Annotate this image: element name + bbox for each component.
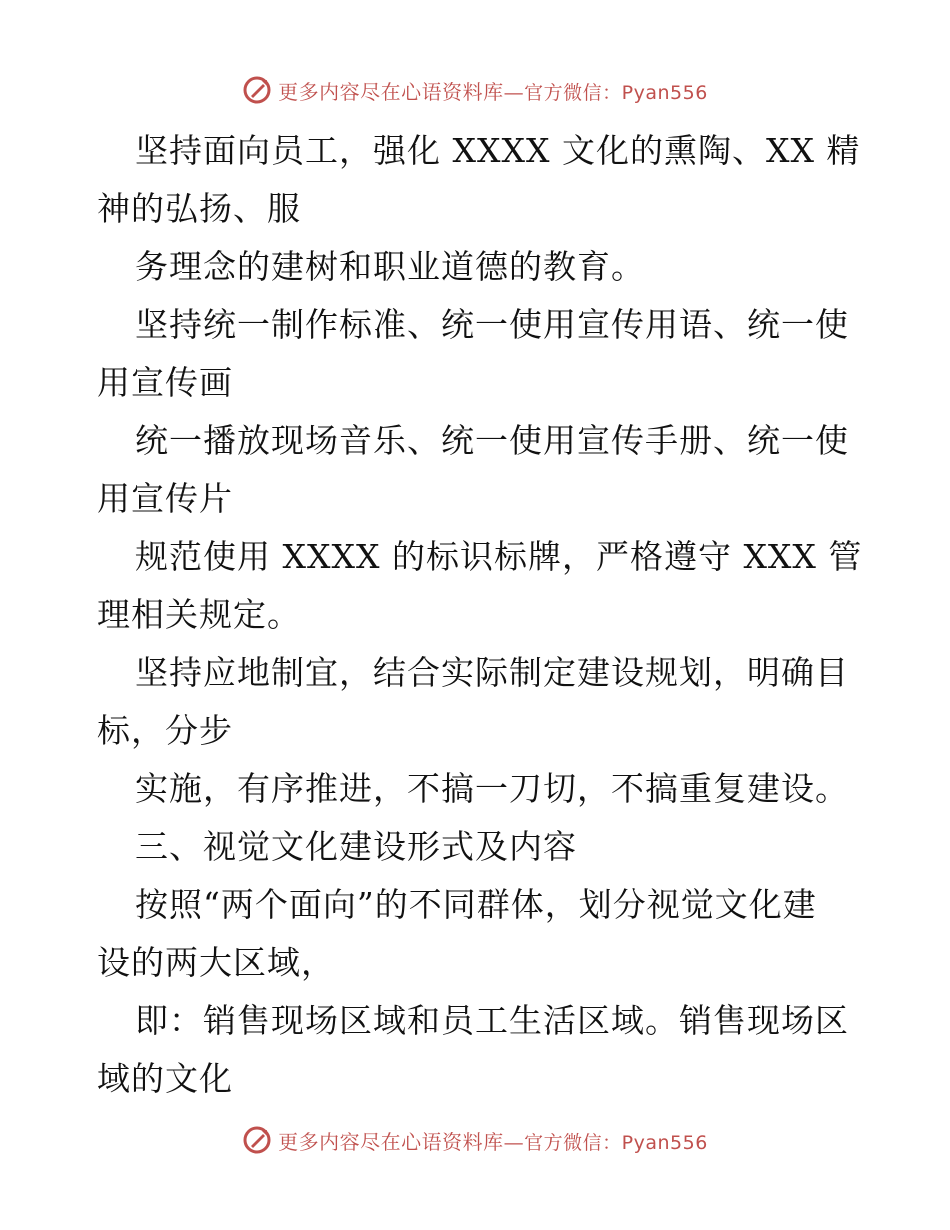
text-line: 坚持面向员工，强化 XXXX 文化的熏陶、XX 精	[135, 131, 861, 170]
quill-logo-icon	[242, 75, 272, 105]
text-line: 神的弘扬、服	[97, 189, 301, 228]
quill-logo-icon	[242, 1125, 272, 1155]
text-line: 务理念的建树和职业道德的教育。	[135, 247, 645, 286]
text-line: 理相关规定。	[97, 595, 301, 634]
text-line: 统一播放现场音乐、统一使用宣传手册、统一使	[135, 421, 849, 460]
text-line: 用宣传画	[97, 363, 233, 402]
text-line: 即：销售现场区域和员工生活区域。销售现场区	[135, 1001, 849, 1040]
text-line: 用宣传片	[97, 479, 233, 518]
text-line: 域的文化	[97, 1059, 233, 1098]
watermark-text: 更多内容尽在心语资料库—官方微信：Pyan556	[278, 1129, 708, 1154]
text-line: 坚持统一制作标准、统一使用宣传用语、统一使	[135, 305, 849, 344]
header-watermark	[0, 70, 950, 110]
text-line: 规范使用 XXXX 的标识标牌，严格遵守 XXX 管	[135, 537, 863, 576]
watermark-text: 更多内容尽在心语资料库—官方微信：Pyan556	[278, 79, 708, 104]
text-line: 坚持应地制宜，结合实际制定建设规划，明确目	[135, 653, 849, 692]
footer-watermark	[0, 1120, 950, 1160]
text-line: 标，分步	[97, 711, 233, 750]
text-line: 设的两大区域，	[97, 943, 335, 982]
document-body	[97, 122, 867, 1108]
text-line: 按照“两个面向”的不同群体，划分视觉文化建	[135, 885, 817, 924]
text-line: 实施，有序推进，不搞一刀切，不搞重复建设。	[135, 769, 849, 808]
text-line: 三、视觉文化建设形式及内容	[135, 827, 577, 866]
